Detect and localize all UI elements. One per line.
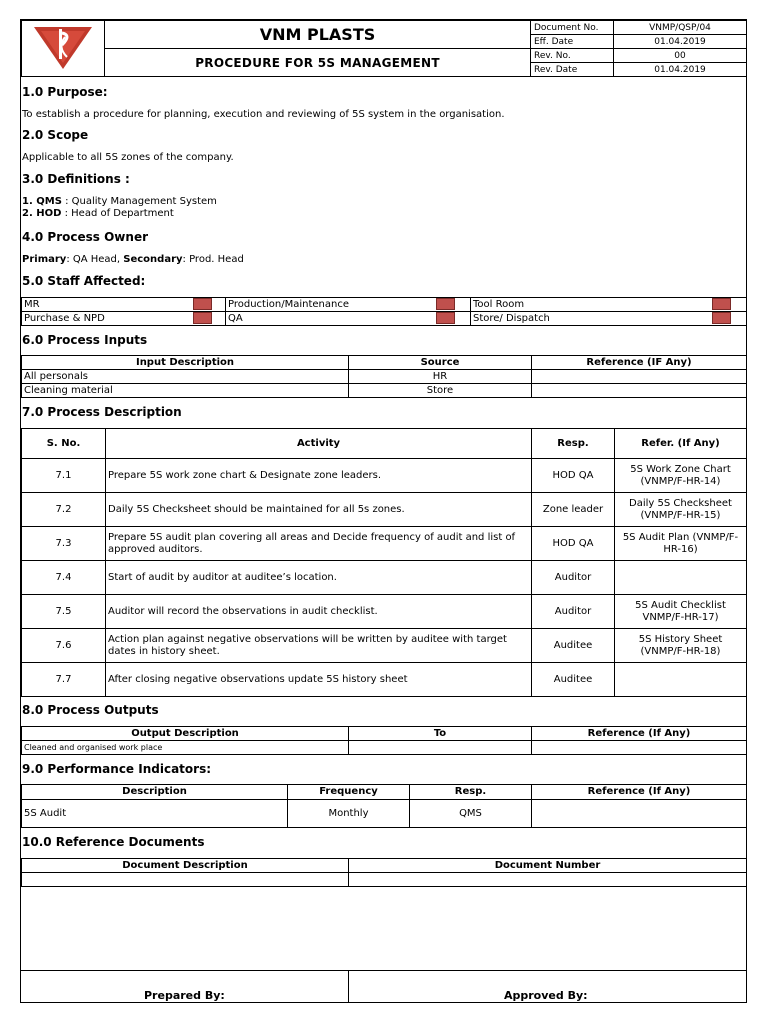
step-activity: Start of audit by auditor at auditee’s location. — [106, 561, 532, 595]
step-resp: HOD QA — [532, 527, 615, 561]
indicators-table — [21, 784, 747, 828]
table-row — [22, 493, 747, 527]
document-header — [21, 20, 747, 77]
meta-label: Eff. Date — [531, 35, 614, 49]
staff-checkbox[interactable] — [422, 312, 471, 326]
prepared-by-label: Prepared By: — [144, 989, 225, 1002]
column-header: Reference (IF Any) — [532, 356, 747, 370]
staff-cell: QA — [226, 312, 422, 326]
column-header: Refer. (If Any) — [615, 429, 747, 459]
column-header: Frequency — [288, 785, 410, 800]
approved-by-label: Approved By: — [504, 989, 588, 1002]
red-box-icon — [193, 298, 212, 310]
step-ref — [615, 561, 747, 595]
signature-divider — [21, 970, 746, 971]
column-header: S. No. — [22, 429, 106, 459]
indicators-heading: 9.0 Performance Indicators: — [22, 762, 212, 776]
document-description-cell — [22, 873, 349, 887]
secondary-label: Secondary — [123, 254, 183, 265]
step-number: 7.3 — [22, 527, 106, 561]
column-header: Description — [22, 785, 288, 800]
column-header: To — [349, 727, 532, 741]
document-number-cell — [349, 873, 747, 887]
step-activity: Auditor will record the observations in audit checklist. — [106, 595, 532, 629]
inputs-table — [21, 355, 747, 398]
table-row — [22, 873, 747, 887]
red-box-icon — [436, 298, 455, 310]
source-cell: Store — [349, 384, 532, 398]
purpose-text: To establish a procedure for planning, execution and reviewing of 5S system in the organisation. — [22, 109, 505, 120]
definition-desc: : Head of Department — [61, 208, 174, 219]
step-ref: 5S Audit Checklist VNMP/F-HR-17) — [615, 595, 747, 629]
definition-term: 1. QMS — [22, 196, 62, 207]
step-activity: Action plan against negative observations will be written by auditee with target dates in history sheet. — [106, 629, 532, 663]
owner-line — [22, 254, 244, 265]
table-row — [22, 459, 747, 493]
step-resp: Auditor — [532, 561, 615, 595]
definition-item — [22, 208, 174, 219]
company-name: VNM PLASTS — [105, 21, 531, 49]
column-header: Output Description — [22, 727, 349, 741]
description-heading: 7.0 Process Description — [22, 405, 182, 419]
step-resp: Zone leader — [532, 493, 615, 527]
column-header: Reference (If Any) — [532, 727, 747, 741]
column-header: Reference (If Any) — [532, 785, 747, 800]
step-number: 7.4 — [22, 561, 106, 595]
red-box-icon — [193, 312, 212, 324]
table-row — [22, 370, 747, 384]
table-row — [22, 800, 747, 828]
staff-cell: Purchase & NPD — [22, 312, 180, 326]
meta-value: 00 — [614, 49, 747, 63]
column-header: Document Description — [22, 859, 349, 873]
references-table — [21, 858, 747, 887]
logo-icon — [32, 23, 94, 71]
source-cell: HR — [349, 370, 532, 384]
document-page — [20, 19, 747, 1003]
staff-checkbox[interactable] — [180, 312, 226, 326]
definition-term: 2. HOD — [22, 208, 62, 219]
column-header: Resp. — [410, 785, 532, 800]
step-number: 7.5 — [22, 595, 106, 629]
table-row — [22, 561, 747, 595]
process-description-table — [21, 428, 747, 697]
meta-label: Rev. No. — [531, 49, 614, 63]
table-row — [22, 629, 747, 663]
references-heading: 10.0 Reference Documents — [22, 835, 205, 849]
staff-checkbox[interactable] — [697, 298, 747, 312]
indicator-frequency: Monthly — [288, 800, 410, 828]
output-cell: Cleaned and organised work place — [22, 741, 349, 755]
meta-value: VNMP/QSP/04 — [614, 21, 747, 35]
inputs-heading: 6.0 Process Inputs — [22, 333, 148, 347]
step-activity: After closing negative observations update 5S history sheet — [106, 663, 532, 697]
table-row — [22, 741, 747, 755]
meta-value: 01.04.2019 — [614, 63, 747, 77]
step-number: 7.1 — [22, 459, 106, 493]
reference-cell — [532, 384, 747, 398]
purpose-heading: 1.0 Purpose: — [22, 85, 108, 99]
staff-cell: Tool Room — [471, 298, 697, 312]
reference-cell — [532, 741, 747, 755]
step-number: 7.6 — [22, 629, 106, 663]
meta-label: Document No. — [531, 21, 614, 35]
step-number: 7.2 — [22, 493, 106, 527]
input-cell: Cleaning material — [22, 384, 349, 398]
step-resp: HOD QA — [532, 459, 615, 493]
reference-cell — [532, 370, 747, 384]
meta-label: Rev. Date — [531, 63, 614, 77]
company-logo — [22, 21, 105, 77]
column-header: Activity — [106, 429, 532, 459]
staff-table — [21, 297, 747, 326]
step-number: 7.7 — [22, 663, 106, 697]
step-ref: 5S Work Zone Chart (VNMP/F-HR-14) — [615, 459, 747, 493]
outputs-heading: 8.0 Process Outputs — [22, 703, 159, 717]
table-row — [22, 527, 747, 561]
red-box-icon — [436, 312, 455, 324]
red-box-icon — [712, 312, 731, 324]
staff-cell: Store/ Dispatch — [471, 312, 697, 326]
step-activity: Prepare 5S audit plan covering all areas and Decide frequency of audit and list of approved auditors. — [106, 527, 532, 561]
staff-checkbox[interactable] — [180, 298, 226, 312]
secondary-value: : Prod. Head — [182, 254, 244, 265]
primary-label: Primary — [22, 254, 67, 265]
staff-heading: 5.0 Staff Affected: — [22, 274, 146, 288]
indicator-reference — [532, 800, 747, 828]
staff-cell: Production/Maintenance — [226, 298, 422, 312]
scope-heading: 2.0 Scope — [22, 128, 89, 142]
step-activity: Daily 5S Checksheet should be maintained for all 5s zones. — [106, 493, 532, 527]
step-ref: Daily 5S Checksheet (VNMP/F-HR-15) — [615, 493, 747, 527]
indicator-resp: QMS — [410, 800, 532, 828]
scope-text: Applicable to all 5S zones of the company. — [22, 152, 234, 163]
owner-heading: 4.0 Process Owner — [22, 230, 148, 244]
column-header: Resp. — [532, 429, 615, 459]
column-header: Document Number — [349, 859, 747, 873]
staff-checkbox[interactable] — [422, 298, 471, 312]
step-resp: Auditee — [532, 663, 615, 697]
table-row — [22, 663, 747, 697]
definitions-heading: 3.0 Definitions : — [22, 172, 130, 186]
definition-item — [22, 196, 217, 207]
table-row — [22, 595, 747, 629]
step-ref: 5S Audit Plan (VNMP/F-HR-16) — [615, 527, 747, 561]
input-cell: All personals — [22, 370, 349, 384]
step-ref — [615, 663, 747, 697]
primary-value: : QA Head, — [66, 254, 124, 265]
column-header: Source — [349, 356, 532, 370]
red-box-icon — [712, 298, 731, 310]
step-resp: Auditor — [532, 595, 615, 629]
signature-separator — [348, 970, 349, 1003]
step-activity: Prepare 5S work zone chart & Designate zone leaders. — [106, 459, 532, 493]
staff-cell: MR — [22, 298, 180, 312]
outputs-table — [21, 726, 747, 755]
staff-checkbox[interactable] — [697, 312, 747, 326]
step-ref: 5S History Sheet (VNMP/F-HR-18) — [615, 629, 747, 663]
column-header: Input Description — [22, 356, 349, 370]
table-row — [22, 384, 747, 398]
step-resp: Auditee — [532, 629, 615, 663]
to-cell — [349, 741, 532, 755]
meta-value: 01.04.2019 — [614, 35, 747, 49]
definition-desc: : Quality Management System — [61, 196, 217, 207]
indicator-description: 5S Audit — [22, 800, 288, 828]
procedure-title: PROCEDURE FOR 5S MANAGEMENT — [105, 49, 531, 77]
